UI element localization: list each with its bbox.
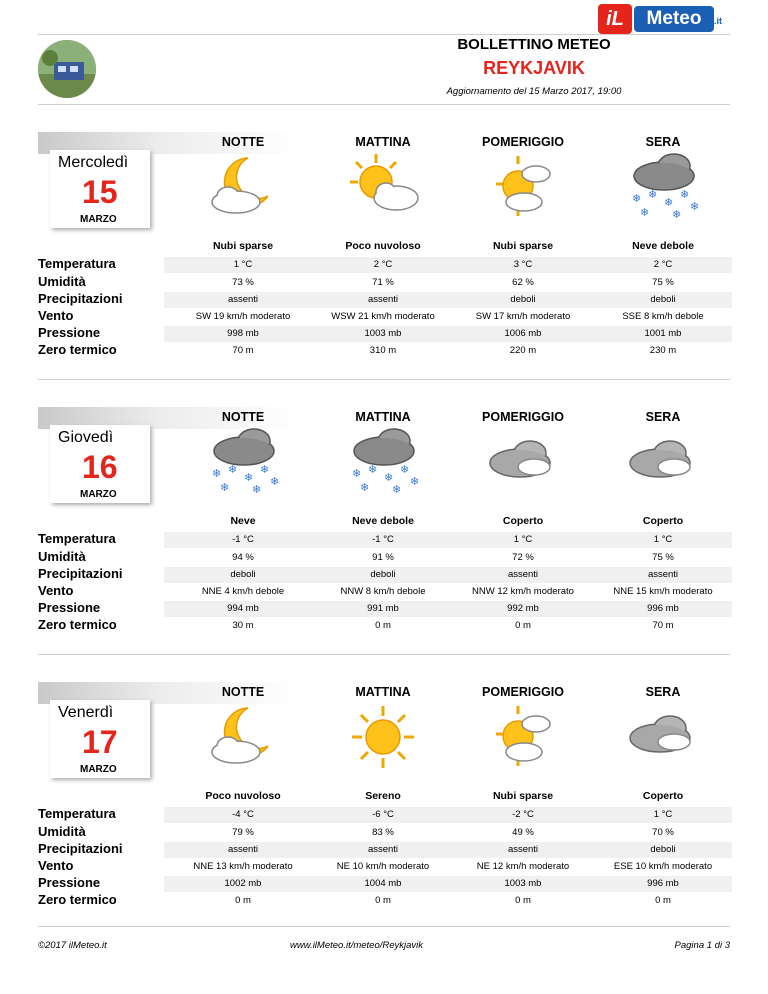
footer-divider xyxy=(38,926,730,927)
value-cell: NNE 13 km/h moderato xyxy=(193,861,293,872)
period-header: SERA xyxy=(645,410,681,424)
value-cell: 94 % xyxy=(232,552,254,563)
svg-text:❄: ❄ xyxy=(648,188,658,201)
value-cell: assenti xyxy=(227,294,259,305)
value-cell: 1001 mb xyxy=(644,328,682,339)
value-cell: 994 mb xyxy=(227,603,259,614)
svg-text:❄: ❄ xyxy=(360,481,370,494)
city-name: REYKJAVIK xyxy=(483,58,585,78)
period-header: NOTTE xyxy=(221,685,265,699)
period-description: Sereno xyxy=(365,790,401,802)
period-header: POMERIGGIO xyxy=(482,135,564,149)
row-label: Zero termico xyxy=(38,617,117,632)
period-header: NOTTE xyxy=(221,135,265,149)
header-divider xyxy=(38,34,730,35)
row-label: Temperatura xyxy=(38,806,116,821)
value-cell: SSE 8 km/h debole xyxy=(622,311,704,322)
row-label: Vento xyxy=(38,858,74,873)
row-label: Temperatura xyxy=(38,531,116,546)
value-cell: 83 % xyxy=(372,827,394,838)
overcast-icon xyxy=(618,702,708,772)
row-label: Pressione xyxy=(38,875,101,890)
header-bottom-divider xyxy=(38,104,730,105)
value-cell: 310 m xyxy=(369,345,397,356)
value-cell: 1002 mb xyxy=(224,878,262,889)
footer-copyright: ©2017 ilMeteo.it xyxy=(38,940,107,951)
value-cell: 30 m xyxy=(232,620,254,631)
day-number: 16 xyxy=(82,449,118,485)
svg-text:❄: ❄ xyxy=(260,463,270,476)
svg-text:❄: ❄ xyxy=(220,481,230,494)
value-cell: -2 °C xyxy=(512,809,534,820)
value-cell: 1004 mb xyxy=(364,878,402,889)
value-cell: NE 10 km/h moderato xyxy=(336,861,430,872)
sun-clouds-icon xyxy=(478,702,568,772)
value-cell: assenti xyxy=(367,294,399,305)
day-block xyxy=(0,132,768,368)
value-cell: deboli xyxy=(650,294,676,305)
value-cell: assenti xyxy=(367,844,399,855)
svg-text:❄: ❄ xyxy=(640,206,650,219)
value-cell: 70 m xyxy=(232,345,254,356)
value-cell: 62 % xyxy=(512,277,534,288)
snow-cloud-icon xyxy=(338,427,428,497)
svg-text:❄: ❄ xyxy=(632,192,642,205)
value-cell: 75 % xyxy=(652,552,674,563)
value-cell: deboli xyxy=(650,844,676,855)
value-cell: 996 mb xyxy=(647,603,679,614)
day-name: Giovedì xyxy=(58,429,114,446)
period-header: MATTINA xyxy=(355,685,411,699)
value-cell: assenti xyxy=(507,844,539,855)
value-cell: 3 °C xyxy=(513,259,533,270)
update-time: Aggiornamento del 15 Marzo 2017, 19:00 xyxy=(446,86,622,97)
svg-text:❄: ❄ xyxy=(392,483,402,496)
period-header: NOTTE xyxy=(221,410,265,424)
sun-clouds-icon xyxy=(478,152,568,222)
row-label: Zero termico xyxy=(38,342,117,357)
period-header: MATTINA xyxy=(355,410,411,424)
period-description: Neve debole xyxy=(352,515,414,527)
value-cell: 998 mb xyxy=(227,328,259,339)
period-description: Nubi sparse xyxy=(212,240,274,252)
value-cell: deboli xyxy=(510,294,536,305)
period-description: Neve xyxy=(230,515,256,527)
value-cell: 49 % xyxy=(512,827,534,838)
overcast-icon xyxy=(618,427,708,497)
value-cell: deboli xyxy=(370,569,396,580)
value-cell: assenti xyxy=(227,844,259,855)
period-description: Coperto xyxy=(502,515,544,527)
value-cell: NNE 4 km/h debole xyxy=(201,586,285,597)
value-cell: 1 °C xyxy=(513,534,533,545)
value-cell: 0 m xyxy=(655,895,671,906)
value-cell: -1 °C xyxy=(372,534,394,545)
value-cell: 0 m xyxy=(375,620,391,631)
period-description: Neve debole xyxy=(632,240,694,252)
value-cell: 992 mb xyxy=(507,603,539,614)
value-cell: 91 % xyxy=(372,552,394,563)
value-cell: 72 % xyxy=(512,552,534,563)
date-card xyxy=(50,150,150,228)
value-cell: NE 12 km/h moderato xyxy=(476,861,570,872)
row-label: Precipitazioni xyxy=(38,291,123,306)
svg-text:❄: ❄ xyxy=(228,463,238,476)
value-cell: 71 % xyxy=(372,277,394,288)
period-header: POMERIGGIO xyxy=(482,685,564,699)
row-label: Precipitazioni xyxy=(38,841,123,856)
day-month: MARZO xyxy=(80,214,117,225)
value-cell: 1 °C xyxy=(653,809,673,820)
value-cell: 1003 mb xyxy=(364,328,402,339)
value-cell: NNE 15 km/h moderato xyxy=(613,586,713,597)
value-cell: 220 m xyxy=(509,345,537,356)
sun-icon xyxy=(338,702,428,772)
row-label: Vento xyxy=(38,308,74,323)
day-name: Mercoledì xyxy=(58,154,129,171)
period-description: Nubi sparse xyxy=(492,790,554,802)
row-label: Umidità xyxy=(38,824,86,839)
period-description: Coperto xyxy=(642,515,684,527)
moon-cloud-icon xyxy=(198,702,288,772)
day-name: Venerdì xyxy=(58,704,114,721)
row-label: Temperatura xyxy=(38,256,116,271)
period-description: Nubi sparse xyxy=(492,240,554,252)
period-header: MATTINA xyxy=(355,135,411,149)
value-cell: 0 m xyxy=(375,895,391,906)
footer-url[interactable]: www.ilMeteo.it/meteo/Reykjavik xyxy=(290,940,424,951)
period-description: Poco nuvoloso xyxy=(345,240,421,252)
footer-page: Pagina 1 di 3 xyxy=(674,940,730,951)
period-header: POMERIGGIO xyxy=(482,410,564,424)
value-cell: 991 mb xyxy=(367,603,399,614)
page-title: BOLLETTINO METEO xyxy=(457,36,611,53)
value-cell: 0 m xyxy=(235,895,251,906)
svg-text:❄: ❄ xyxy=(212,467,222,480)
svg-text:❄: ❄ xyxy=(352,467,362,480)
snow-cloud-icon xyxy=(618,152,708,222)
row-label: Precipitazioni xyxy=(38,566,123,581)
value-cell: SW 19 km/h moderato xyxy=(195,311,291,322)
value-cell: 79 % xyxy=(232,827,254,838)
day-month: MARZO xyxy=(80,764,117,775)
snow-cloud-icon xyxy=(198,427,288,497)
row-label: Umidità xyxy=(38,274,86,289)
brand-logo-suffix: .it xyxy=(714,16,722,26)
value-cell: 70 m xyxy=(652,620,674,631)
brand-logo-il: iL xyxy=(598,4,632,34)
overcast-icon xyxy=(478,427,568,497)
day-number: 15 xyxy=(82,174,118,210)
svg-text:❄: ❄ xyxy=(680,188,690,201)
value-cell: assenti xyxy=(507,569,539,580)
value-cell: -1 °C xyxy=(232,534,254,545)
svg-text:❄: ❄ xyxy=(400,463,410,476)
svg-text:❄: ❄ xyxy=(672,208,682,221)
value-cell: 1006 mb xyxy=(504,328,542,339)
period-header: SERA xyxy=(645,135,681,149)
period-header: SERA xyxy=(645,685,681,699)
period-description: Poco nuvoloso xyxy=(205,790,281,802)
value-cell: 1003 mb xyxy=(504,878,542,889)
svg-text:❄: ❄ xyxy=(244,471,254,484)
row-label: Zero termico xyxy=(38,892,117,907)
value-cell: 230 m xyxy=(649,345,677,356)
value-cell: NNW 8 km/h debole xyxy=(340,586,426,597)
value-cell: SW 17 km/h moderato xyxy=(475,311,571,322)
svg-text:❄: ❄ xyxy=(384,471,394,484)
brand-logo-meteo: Meteo xyxy=(634,6,714,32)
day-block xyxy=(0,682,768,918)
value-cell: WSW 21 km/h moderato xyxy=(331,311,435,322)
value-cell: 1 °C xyxy=(233,259,253,270)
row-label: Pressione xyxy=(38,600,101,615)
day-divider xyxy=(38,379,730,380)
day-block xyxy=(0,407,768,643)
sun-cloud-icon xyxy=(338,152,428,222)
value-cell: 1 °C xyxy=(653,534,673,545)
value-cell: 2 °C xyxy=(373,259,393,270)
value-cell: ESE 10 km/h moderato xyxy=(613,861,713,872)
svg-text:❄: ❄ xyxy=(410,475,420,488)
value-cell: 73 % xyxy=(232,277,254,288)
row-label: Pressione xyxy=(38,325,101,340)
svg-text:❄: ❄ xyxy=(270,475,280,488)
row-label: Umidità xyxy=(38,549,86,564)
svg-text:❄: ❄ xyxy=(252,483,262,496)
value-cell: -6 °C xyxy=(372,809,394,820)
date-card xyxy=(50,425,150,503)
period-description: Coperto xyxy=(642,790,684,802)
svg-text:❄: ❄ xyxy=(664,196,674,209)
value-cell: 0 m xyxy=(515,895,531,906)
value-cell: 996 mb xyxy=(647,878,679,889)
value-cell: 2 °C xyxy=(653,259,673,270)
value-cell: deboli xyxy=(230,569,256,580)
value-cell: assenti xyxy=(647,569,679,580)
value-cell: 75 % xyxy=(652,277,674,288)
day-divider xyxy=(38,654,730,655)
value-cell: NNW 12 km/h moderato xyxy=(472,586,574,597)
city-photo-icon xyxy=(38,40,96,98)
day-number: 17 xyxy=(82,724,118,760)
row-label: Vento xyxy=(38,583,74,598)
day-month: MARZO xyxy=(80,489,117,500)
value-cell: 70 % xyxy=(652,827,674,838)
svg-text:❄: ❄ xyxy=(690,200,700,213)
svg-text:❄: ❄ xyxy=(368,463,378,476)
value-cell: 0 m xyxy=(515,620,531,631)
brand-logo xyxy=(598,4,728,34)
moon-cloud-icon xyxy=(198,152,288,222)
value-cell: -4 °C xyxy=(232,809,254,820)
date-card xyxy=(50,700,150,778)
